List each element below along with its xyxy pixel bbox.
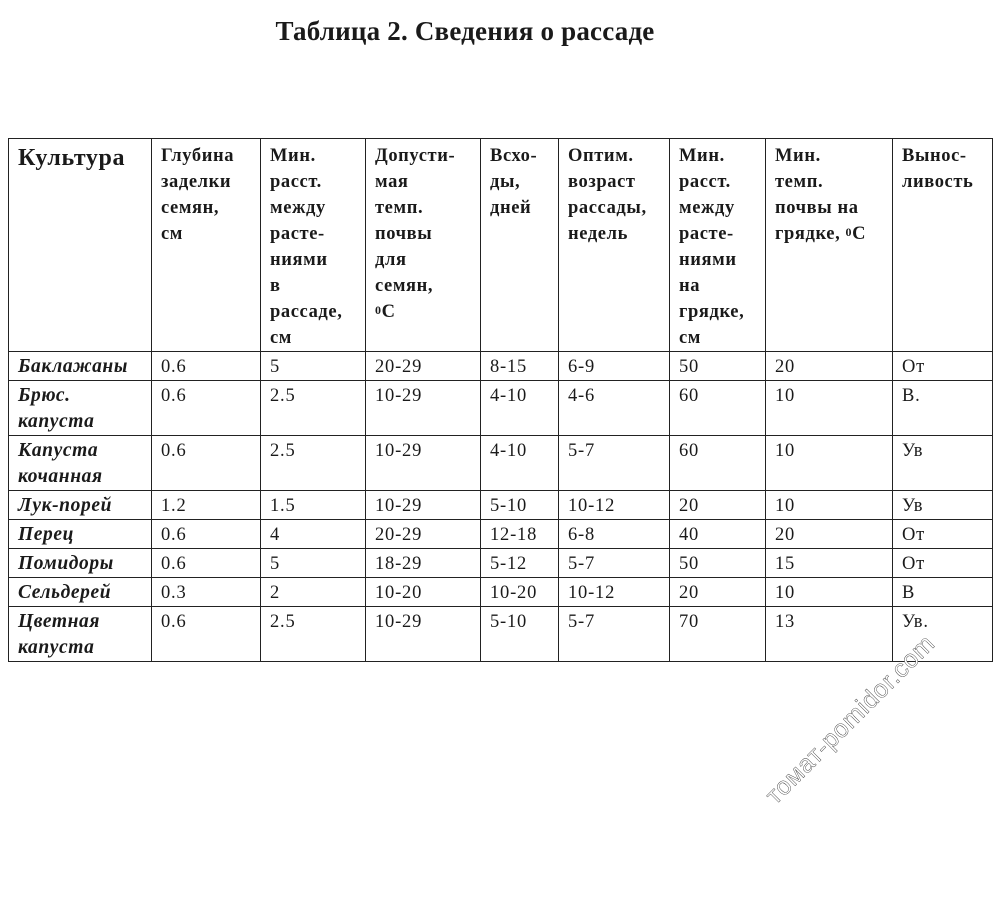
- crop-name-cell: Баклажаны: [9, 352, 152, 381]
- table-cell: 2: [261, 578, 366, 607]
- table-cell: 5: [261, 549, 366, 578]
- column-header: Мин. темп. почвы на грядке, $^0$С: [766, 139, 893, 352]
- table-cell: 70: [670, 607, 766, 662]
- table-row: [9, 491, 993, 520]
- table-cell: 0.6: [152, 352, 261, 381]
- table-cell: 2.5: [261, 436, 366, 491]
- table-cell: 0.6: [152, 436, 261, 491]
- table-cell: 50: [670, 549, 766, 578]
- table-cell: 10-29: [366, 436, 481, 491]
- table-cell: 5-10: [481, 607, 559, 662]
- table-cell: 4-10: [481, 381, 559, 436]
- table-cell: 5-12: [481, 549, 559, 578]
- seedling-info-table: [8, 138, 993, 662]
- table-cell: 5-7: [559, 607, 670, 662]
- column-header: Культура: [9, 139, 152, 352]
- column-header: Допусти- мая темп. почвы для семян, $^0$С: [366, 139, 481, 352]
- table-cell: 2.5: [261, 607, 366, 662]
- table-cell: 10: [766, 578, 893, 607]
- table-cell: Ув.: [893, 607, 993, 662]
- table-cell: 12-18: [481, 520, 559, 549]
- table-cell: 10: [766, 436, 893, 491]
- table-cell: 8-15: [481, 352, 559, 381]
- table-cell: 4: [261, 520, 366, 549]
- table-cell: В: [893, 578, 993, 607]
- table-cell: 1.2: [152, 491, 261, 520]
- column-header: Вынос- ливость: [893, 139, 993, 352]
- table-cell: 18-29: [366, 549, 481, 578]
- crop-name-cell: Капуста кочанная: [9, 436, 152, 491]
- table-cell: 60: [670, 436, 766, 491]
- table-cell: 2.5: [261, 381, 366, 436]
- table-cell: 50: [670, 352, 766, 381]
- table-cell: 0.6: [152, 381, 261, 436]
- table-cell: 6-9: [559, 352, 670, 381]
- table-row: [9, 436, 993, 491]
- table-cell: 0.6: [152, 520, 261, 549]
- table-cell: 10-29: [366, 491, 481, 520]
- table-cell: 15: [766, 549, 893, 578]
- table-cell: От: [893, 549, 993, 578]
- table-cell: 10-20: [481, 578, 559, 607]
- table-cell: 0.6: [152, 607, 261, 662]
- table-row: [9, 607, 993, 662]
- table-cell: 0.3: [152, 578, 261, 607]
- table-row: [9, 578, 993, 607]
- column-header: Глубина заделки семян, см: [152, 139, 261, 352]
- table-cell: 20: [670, 578, 766, 607]
- table-row: [9, 352, 993, 381]
- page-title: Таблица 2. Сведения о рассаде: [275, 16, 655, 46]
- column-header: Мин. расст. между расте- ниями на грядке, см: [670, 139, 766, 352]
- column-header: Оптим. возраст рассады, недель: [559, 139, 670, 352]
- crop-name-cell: Цветная капуста: [9, 607, 152, 662]
- table-cell: 10: [766, 381, 893, 436]
- table-cell: 10-12: [559, 491, 670, 520]
- column-header: Всхо- ды, дней: [481, 139, 559, 352]
- crop-name-cell: Помидоры: [9, 549, 152, 578]
- table-cell: 60: [670, 381, 766, 436]
- table-cell: 5: [261, 352, 366, 381]
- table-cell: 10-29: [366, 381, 481, 436]
- watermark: томат-pomidor.com: [760, 629, 941, 810]
- table-cell: 20: [670, 491, 766, 520]
- table-cell: Ув: [893, 436, 993, 491]
- table-header-row: [9, 139, 993, 352]
- table-cell: 4-10: [481, 436, 559, 491]
- table-cell: 10-12: [559, 578, 670, 607]
- crop-name-cell: Перец: [9, 520, 152, 549]
- table-cell: 5-7: [559, 549, 670, 578]
- crop-name-cell: Сельдерей: [9, 578, 152, 607]
- crop-name-cell: Брюс. капуста: [9, 381, 152, 436]
- table-cell: 1.5: [261, 491, 366, 520]
- table-row: [9, 381, 993, 436]
- table-cell: 10-20: [366, 578, 481, 607]
- table-cell: 20-29: [366, 520, 481, 549]
- table-cell: 10: [766, 491, 893, 520]
- table-cell: 20: [766, 352, 893, 381]
- table-cell: От: [893, 352, 993, 381]
- table-cell: 4-6: [559, 381, 670, 436]
- table-cell: 13: [766, 607, 893, 662]
- table-cell: 5-7: [559, 436, 670, 491]
- table-cell: Ув: [893, 491, 993, 520]
- table-cell: От: [893, 520, 993, 549]
- table-cell: 10-29: [366, 607, 481, 662]
- column-header: Мин. расст. между расте- ниями в рассаде, см: [261, 139, 366, 352]
- crop-name-cell: Лук-порей: [9, 491, 152, 520]
- table-cell: 20: [766, 520, 893, 549]
- table-row: [9, 549, 993, 578]
- table-cell: 40: [670, 520, 766, 549]
- table-cell: В.: [893, 381, 993, 436]
- table-cell: 0.6: [152, 549, 261, 578]
- table-cell: 20-29: [366, 352, 481, 381]
- table-cell: 6-8: [559, 520, 670, 549]
- table-cell: 5-10: [481, 491, 559, 520]
- table-row: [9, 520, 993, 549]
